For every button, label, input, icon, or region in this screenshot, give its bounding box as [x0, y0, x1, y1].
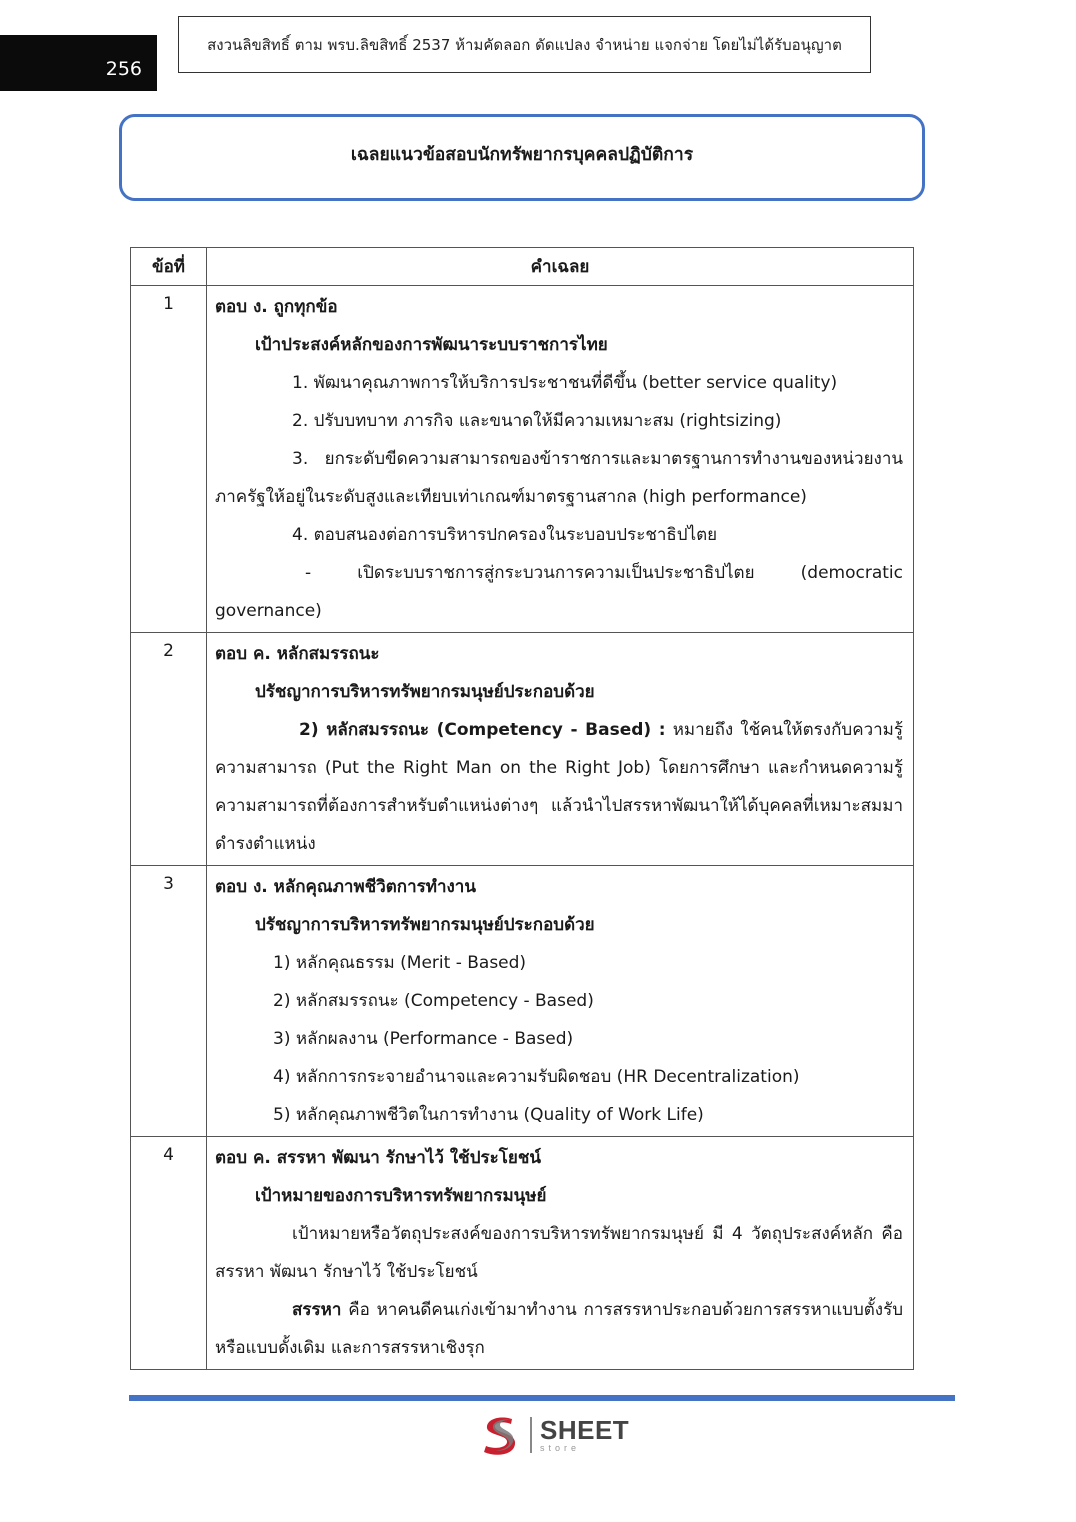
answer-choice: ตอบ ค. สรรหา พัฒนา รักษาไว้ ใช้ประโยชน์	[215, 1148, 541, 1168]
page-number: 256	[0, 35, 157, 91]
list-item: 4) หลักการกระจายอำนาจและความรับผิดชอบ (HR Decentralization)	[273, 1067, 800, 1087]
list-item: 2. ปรับบทบาท ภารกิจ และขนาดให้มีความเหมาะสม (rightsizing)	[292, 411, 782, 431]
answer-cell	[207, 286, 914, 633]
answer-heading: เป้าประสงค์หลักของการพัฒนาระบบราชการไทย	[255, 335, 608, 355]
table-row	[131, 866, 914, 1137]
table-row	[131, 286, 914, 633]
sheet-store-logo	[478, 1412, 629, 1458]
table-row	[131, 1137, 914, 1370]
logo-text: SHEET	[540, 1415, 630, 1445]
answer-cell	[207, 633, 914, 866]
logo-subtext: store	[540, 1443, 581, 1453]
question-number: 2	[131, 633, 207, 866]
column-header-number: ข้อที่	[131, 248, 207, 286]
term-label: สรรหา	[292, 1300, 342, 1320]
logo-wordmark	[530, 1417, 629, 1453]
question-number: 1	[131, 286, 207, 633]
list-item: 2) หลักสมรรถนะ (Competency - Based)	[273, 991, 594, 1011]
footer-divider	[129, 1395, 955, 1401]
table-row	[131, 633, 914, 866]
list-item: 5) หลักคุณภาพชีวิตในการทำงาน (Quality of Work Life)	[273, 1105, 704, 1125]
answer-heading: ปรัชญาการบริหารทรัพยากรมนุษย์ประกอบด้วย	[255, 915, 595, 935]
list-item: 1. พัฒนาคุณภาพการให้บริการประชาชนที่ดีขึ้น (better service quality)	[292, 373, 838, 393]
question-number: 3	[131, 866, 207, 1137]
term-text: คือ หาคนดีคนเก่งเข้ามาทำงาน การสรรหาประกอบด้วยการสรรหาแบบตั้งรับหรือแบบดั้งเดิม และการสรรหาเชิงรุก	[215, 1300, 903, 1358]
principle-label: 2) หลักสมรรถนะ (Competency - Based) :	[299, 720, 666, 740]
list-item: 1) หลักคุณธรรม (Merit - Based)	[273, 953, 527, 973]
answer-table	[130, 247, 914, 1370]
list-item: 4. ตอบสนองต่อการบริหารปกครองในระบอบประชาธิปไตย	[292, 525, 718, 545]
answer-cell	[207, 1137, 914, 1370]
answer-heading: เป้าหมายของการบริหารทรัพยากรมนุษย์	[255, 1186, 547, 1206]
answer-choice: ตอบ ค. หลักสมรรถนะ	[215, 644, 380, 664]
sheet-s-logo-icon	[478, 1413, 524, 1457]
list-item: 3. ยกระดับขีดความสามารถของข้าราชการและมาตรฐานการทำงานของหน่วยงานภาครัฐให้อยู่ในระดับสูงและเทียบเท่าเกณฑ์มาตรฐานสากล (high performance)	[215, 449, 903, 507]
copyright-notice: สงวนลิขสิทธิ์ ตาม พรบ.ลิขสิทธิ์ 2537 ห้ามคัดลอก ดัดแปลง จำหน่าย แจกจ่าย โดยไม่ได้รับอนุญาต	[178, 16, 871, 73]
explanation-paragraph	[215, 1291, 903, 1367]
answer-choice: ตอบ ง. หลักคุณภาพชีวิตการทำงาน	[215, 877, 476, 897]
column-header-answer: คำเฉลย	[207, 248, 914, 286]
document-title: เฉลยแนวข้อสอบนักทรัพยากรบุคคลปฏิบัติการ	[350, 144, 694, 165]
explanation-paragraph	[215, 711, 903, 863]
answer-heading: ปรัชญาการบริหารทรัพยากรมนุษย์ประกอบด้วย	[255, 682, 595, 702]
list-sub-item: - เปิดระบบราชการสู่กระบวนการความเป็นประชาธิปไตย (democratic governance)	[215, 563, 903, 621]
document-title-box	[119, 114, 925, 201]
answer-cell	[207, 866, 914, 1137]
question-number: 4	[131, 1137, 207, 1370]
explanation-paragraph: เป้าหมายหรือวัตถุประสงค์ของการบริหารทรัพยากรมนุษย์ มี 4 วัตถุประสงค์หลัก คือ สรรหา พัฒนา รักษาไว้ ใช้ประโยชน์	[215, 1224, 903, 1282]
table-header-row	[131, 248, 914, 286]
list-item: 3) หลักผลงาน (Performance - Based)	[273, 1029, 574, 1049]
principle-text: หมายถึง ใช้คนให้ตรงกับความรู้ความสามารถ (Put the Right Man on the Right Job) โดยการศึกษา และกำหนดความรู้ความสามารถที่ต้องการสำหรับตำแหน่งต่างๆ แล้วนำไปสรรหาพัฒนาให้ได้บุคคลที่เหมาะสมมาดำรงตำแหน่ง	[215, 720, 903, 854]
answer-choice: ตอบ ง. ถูกทุกข้อ	[215, 297, 338, 317]
